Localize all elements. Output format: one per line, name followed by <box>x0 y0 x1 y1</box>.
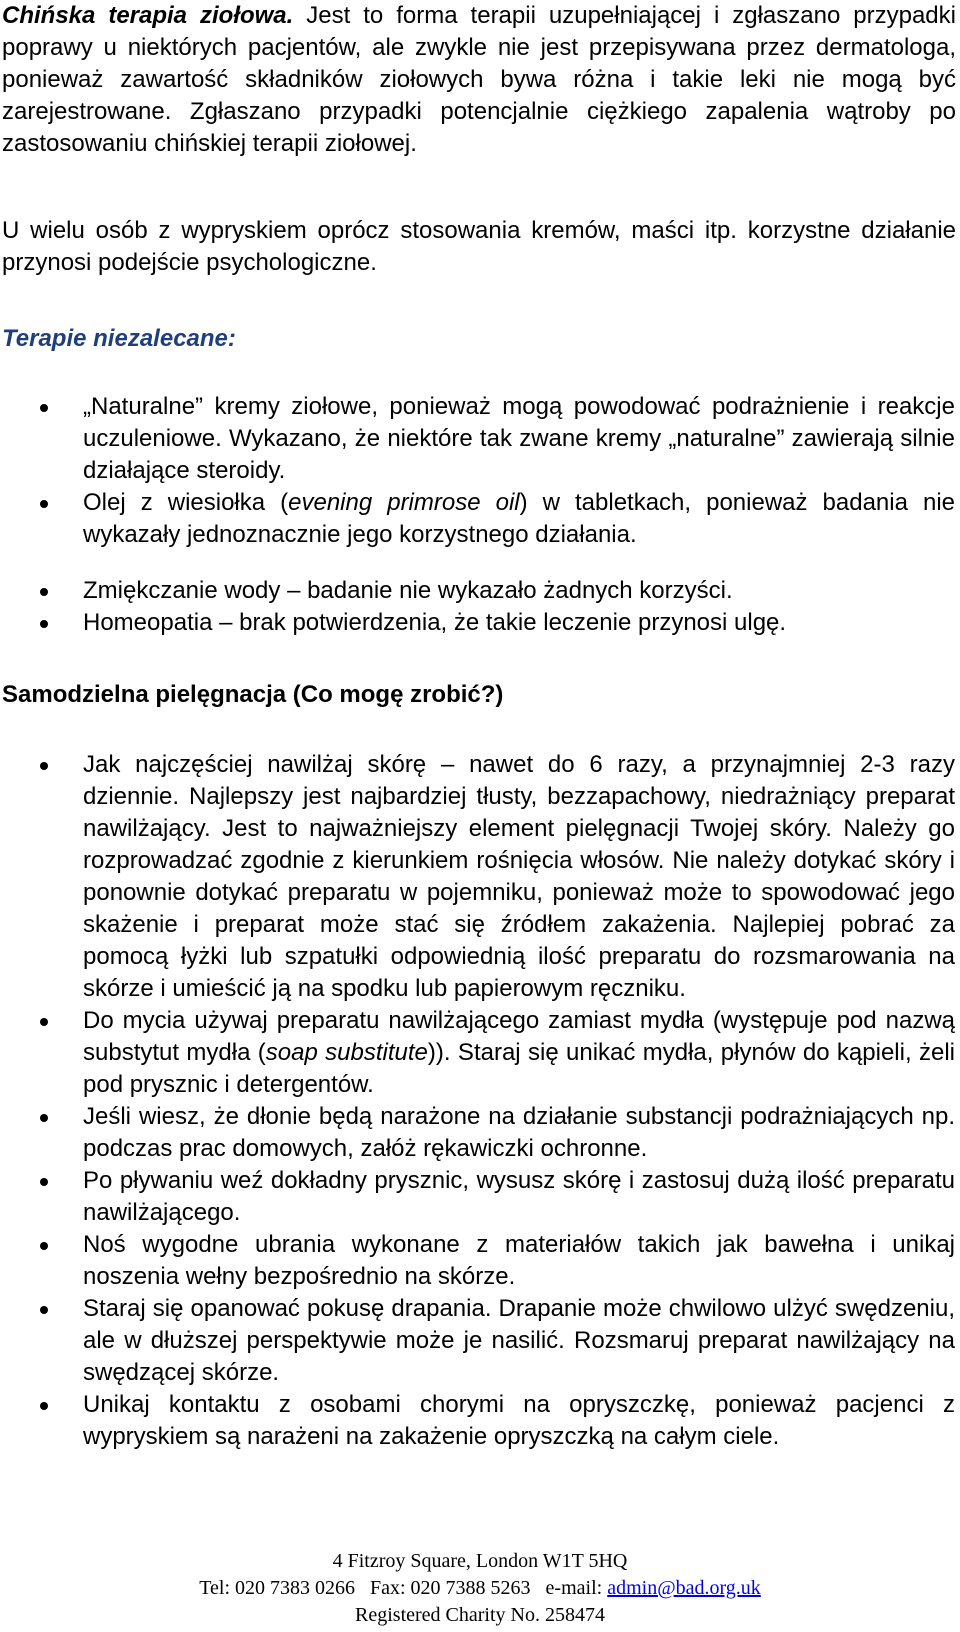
bullet-icon <box>40 1114 48 1122</box>
bullet-icon <box>40 620 48 628</box>
bullet-icon <box>40 1242 48 1250</box>
footer-address: 4 Fitzroy Square, London W1T 5HQ <box>332 1550 628 1572</box>
bullet-icon <box>40 1402 48 1410</box>
bullet-icon <box>40 1178 48 1186</box>
chinese-herbal-heading: Chińska terapia ziołowa. <box>2 2 294 29</box>
bullet-icon <box>40 1018 48 1026</box>
bullet-icon <box>40 404 48 412</box>
list-item: Zmiękczanie wody – badanie nie wykazało żadnych korzyści. <box>0 575 955 607</box>
list-item: Jeśli wiesz, że dłonie będą narażone na działanie substancji podrażniających np. podczas prac domowych, załóż rękawiczki ochronne. <box>0 1101 955 1165</box>
footer-charity: Registered Charity No. 258474 <box>355 1604 605 1626</box>
not-recommended-list <box>0 391 960 639</box>
chinese-herbal-paragraph <box>2 0 956 160</box>
chinese-herbal-text: Jest to forma terapii uzupełniającej i zgłaszano przypadki poprawy u niektórych pacjentów, ale zwykle nie jest przepisywana przez dermatologa, ponieważ zawartość składników ziołowych bywa różna i takie leki nie mogą być zarejestrowane. Zgłaszano przypadki potencjalnie ciężkiego zapalenia wątroby po zastosowaniu chińskiej terapii ziołowej. <box>2 2 956 157</box>
list-item: „Naturalne” kremy ziołowe, ponieważ mogą powodować podrażnienie i reakcje uczuleniowe. Wykazano, że niektóre tak zwane kremy „naturalne” zawierają silnie działające steroidy. <box>0 391 955 487</box>
list-item: Homeopatia – brak potwierdzenia, że takie leczenie przynosi ulgę. <box>0 607 955 639</box>
bullet-icon <box>40 762 48 770</box>
list-item: Jak najczęściej nawilżaj skórę – nawet do 6 razy, a przynajmniej 2-3 razy dziennie. Najlepszy jest najbardziej tłusty, bezzapachowy, niedrażniący preparat nawilżający. Jest to najważniejszy element pielęgnacji Twojej skóry. Należy go rozprowadzać zgodnie z kierunkiem rośnięcia włosów. Nie należy dotykać skóry i ponownie dotykać preparatu w pojemniku, ponieważ może to spowodować jego skażenie i preparat może stać się źródłem zakażenia. Najlepiej pobrać za pomocą łyżki lub szpatułki odpowiednią ilość preparatu do rozsmarowania na skórze i umieścić ją na spodku lub papierowym ręczniku. <box>0 749 955 1005</box>
self-care-heading: Samodzielna pielęgnacja (Co mogę zrobić?) <box>2 681 504 708</box>
email-link[interactable]: admin@bad.org.uk <box>607 1577 761 1599</box>
list-item: Do mycia używaj preparatu nawilżającego zamiast mydła (występuje pod nazwą substytut mydła (soap substitute)). Staraj się unikać mydła, płynów do kąpieli, żeli pod prysznic i detergentów. <box>0 1005 955 1101</box>
bullet-icon <box>40 500 48 508</box>
self-care-list <box>0 749 960 1453</box>
not-recommended-heading: Terapie niezalecane: <box>2 325 236 352</box>
footer-contact: Tel: 020 7383 0266 Fax: 020 7388 5263 e-mail: admin@bad.org.uk <box>199 1577 761 1599</box>
psychological-paragraph: U wielu osób z wypryskiem oprócz stosowania kremów, maści itp. korzystne działanie przynosi podejście psychologiczne. <box>2 217 956 276</box>
list-item: Noś wygodne ubrania wykonane z materiałów takich jak bawełna i unikaj noszenia wełny bezpośrednio na skórze. <box>0 1229 955 1293</box>
footer <box>0 1548 960 1629</box>
list-item: Olej z wiesiołka (evening primrose oil) w tabletkach, ponieważ badania nie wykazały jednoznacznie jego korzystnego działania. <box>0 487 955 551</box>
list-item: Po pływaniu weź dokładny prysznic, wysusz skórę i zastosuj dużą ilość preparatu nawilżającego. <box>0 1165 955 1229</box>
bullet-icon <box>40 588 48 596</box>
bullet-icon <box>40 1306 48 1314</box>
list-item: Staraj się opanować pokusę drapania. Drapanie może chwilowo ulżyć swędzeniu, ale w dłuższej perspektywie może je nasilić. Rozsmaruj preparat nawilżający na swędzącej skórze. <box>0 1293 955 1389</box>
list-item: Unikaj kontaktu z osobami chorymi na opryszczkę, ponieważ pacjenci z wypryskiem są narażeni na zakażenie opryszczką na całym ciele. <box>0 1389 955 1453</box>
